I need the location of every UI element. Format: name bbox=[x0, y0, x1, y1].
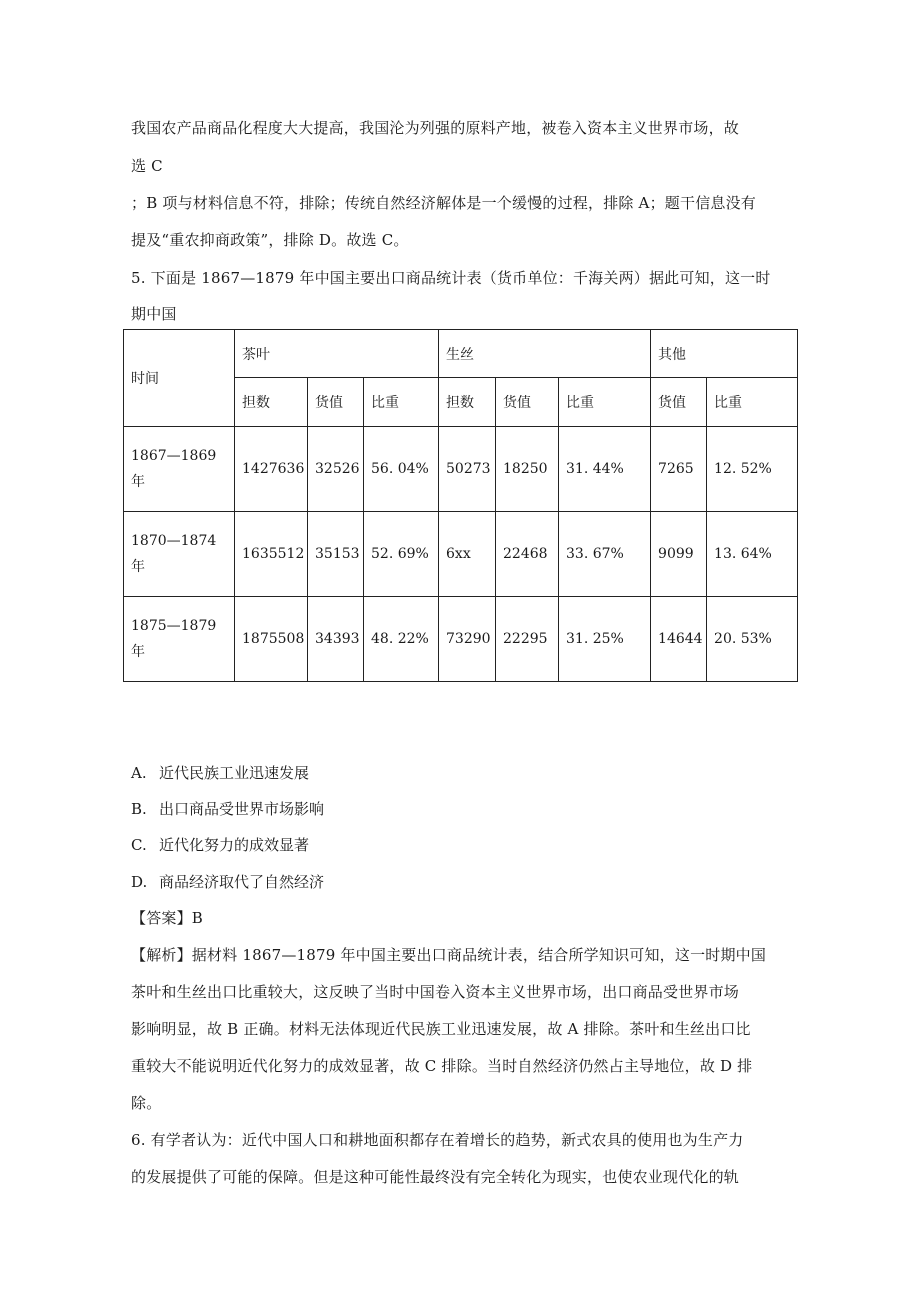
export-statistics-table bbox=[123, 329, 798, 682]
silk-value-cell: 22468 bbox=[496, 512, 559, 597]
silk-share-cell: 31. 25% bbox=[559, 597, 651, 682]
q5-stem-line-2: 期中国 bbox=[131, 305, 177, 323]
analysis-line-2: 茶叶和生丝出口比重较大，这反映了当时中国卷入资本主义世界市场，出口商品受世界市场 bbox=[131, 983, 740, 1001]
option-d bbox=[131, 872, 324, 892]
silk-quantity-cell: 6xx bbox=[439, 512, 496, 597]
option-letter: B. bbox=[131, 800, 147, 818]
option-letter: A. bbox=[131, 764, 147, 782]
option-letter: D. bbox=[131, 873, 148, 891]
option-c bbox=[131, 835, 309, 855]
intro-line-4: 提及“重农抑商政策”，排除 D。故选 C。 bbox=[131, 231, 409, 249]
tea-quantity-header: 担数 bbox=[235, 378, 308, 427]
tea-share-cell: 52. 69% bbox=[364, 512, 439, 597]
q6-line-2: 的发展提供了可能的保障。但是这种可能性最终没有完全转化为现实，也使农业现代化的轨 bbox=[131, 1168, 740, 1186]
other-group-header: 其他 bbox=[651, 330, 798, 378]
table-header-row bbox=[124, 330, 798, 378]
silk-quantity-cell: 73290 bbox=[439, 597, 496, 682]
period-cell: 1867—1869 年 bbox=[124, 427, 235, 512]
other-value-cell: 9099 bbox=[651, 512, 707, 597]
analysis-line-3: 影响明显，故 B 正确。材料无法体现近代民族工业迅速发展，故 A 排除。茶叶和生丝出口比 bbox=[131, 1020, 751, 1038]
silk-quantity-header: 担数 bbox=[439, 378, 496, 427]
silk-share-header: 比重 bbox=[559, 378, 651, 427]
other-value-cell: 7265 bbox=[651, 427, 707, 512]
tea-value-header: 货值 bbox=[308, 378, 364, 427]
analysis-line-4: 重较大不能说明近代化努力的成效显著，故 C 排除。当时自然经济仍然占主导地位，故 D 排 bbox=[131, 1057, 753, 1075]
tea-share-cell: 48. 22% bbox=[364, 597, 439, 682]
table-row bbox=[124, 512, 798, 597]
intro-line-2: 选 C bbox=[131, 157, 163, 175]
tea-value-cell: 32526 bbox=[308, 427, 364, 512]
tea-share-cell: 56. 04% bbox=[364, 427, 439, 512]
option-text: 近代民族工业迅速发展 bbox=[159, 764, 310, 782]
time-header-cell: 时间 bbox=[124, 330, 235, 427]
tea-group-header: 茶叶 bbox=[235, 330, 439, 378]
option-letter: C. bbox=[131, 836, 147, 854]
tea-share-header: 比重 bbox=[364, 378, 439, 427]
other-value-cell: 14644 bbox=[651, 597, 707, 682]
option-b bbox=[131, 799, 324, 819]
other-share-cell: 20. 53% bbox=[707, 597, 798, 682]
tea-value-cell: 34393 bbox=[308, 597, 364, 682]
silk-share-cell: 33. 67% bbox=[559, 512, 651, 597]
tea-quantity-cell: 1427636 bbox=[235, 427, 308, 512]
other-value-header: 货值 bbox=[651, 378, 707, 427]
silk-group-header: 生丝 bbox=[439, 330, 651, 378]
tea-quantity-cell: 1635512 bbox=[235, 512, 308, 597]
q5-stem-line-1: 5. 下面是 1867—1879 年中国主要出口商品统计表（货币单位：千海关两）据此可知，这一时 bbox=[131, 269, 771, 287]
analysis-line-5: 除。 bbox=[131, 1094, 162, 1112]
silk-value-header: 货值 bbox=[496, 378, 559, 427]
q6-line-1: 6. 有学者认为：近代中国人口和耕地面积都存在着增长的趋势，新式农具的使用也为生产力 bbox=[131, 1131, 744, 1149]
intro-line-3: ；B 项与材料信息不符，排除；传统自然经济解体是一个缓慢的过程，排除 A；题干信息没有 bbox=[131, 194, 756, 212]
other-share-header: 比重 bbox=[707, 378, 798, 427]
table-row bbox=[124, 427, 798, 512]
period-cell: 1870—1874 年 bbox=[124, 512, 235, 597]
analysis-line-1: 【解析】据材料 1867—1879 年中国主要出口商品统计表，结合所学知识可知，这一时期中国 bbox=[131, 946, 767, 964]
intro-line-1: 我国农产品商品化程度大大提高，我国沦为列强的原料产地，被卷入资本主义世界市场，故 bbox=[131, 119, 740, 137]
silk-value-cell: 18250 bbox=[496, 427, 559, 512]
option-text: 出口商品受世界市场影响 bbox=[159, 800, 325, 818]
tea-value-cell: 35153 bbox=[308, 512, 364, 597]
tea-quantity-cell: 1875508 bbox=[235, 597, 308, 682]
other-share-cell: 12. 52% bbox=[707, 427, 798, 512]
option-text: 近代化努力的成效显著 bbox=[159, 836, 310, 854]
table-row bbox=[124, 597, 798, 682]
option-a bbox=[131, 763, 309, 783]
other-share-cell: 13. 64% bbox=[707, 512, 798, 597]
option-text: 商品经济取代了自然经济 bbox=[159, 873, 325, 891]
silk-share-cell: 31. 44% bbox=[559, 427, 651, 512]
answer-line: 【答案】B bbox=[131, 909, 204, 927]
period-cell: 1875—1879 年 bbox=[124, 597, 235, 682]
silk-value-cell: 22295 bbox=[496, 597, 559, 682]
silk-quantity-cell: 50273 bbox=[439, 427, 496, 512]
